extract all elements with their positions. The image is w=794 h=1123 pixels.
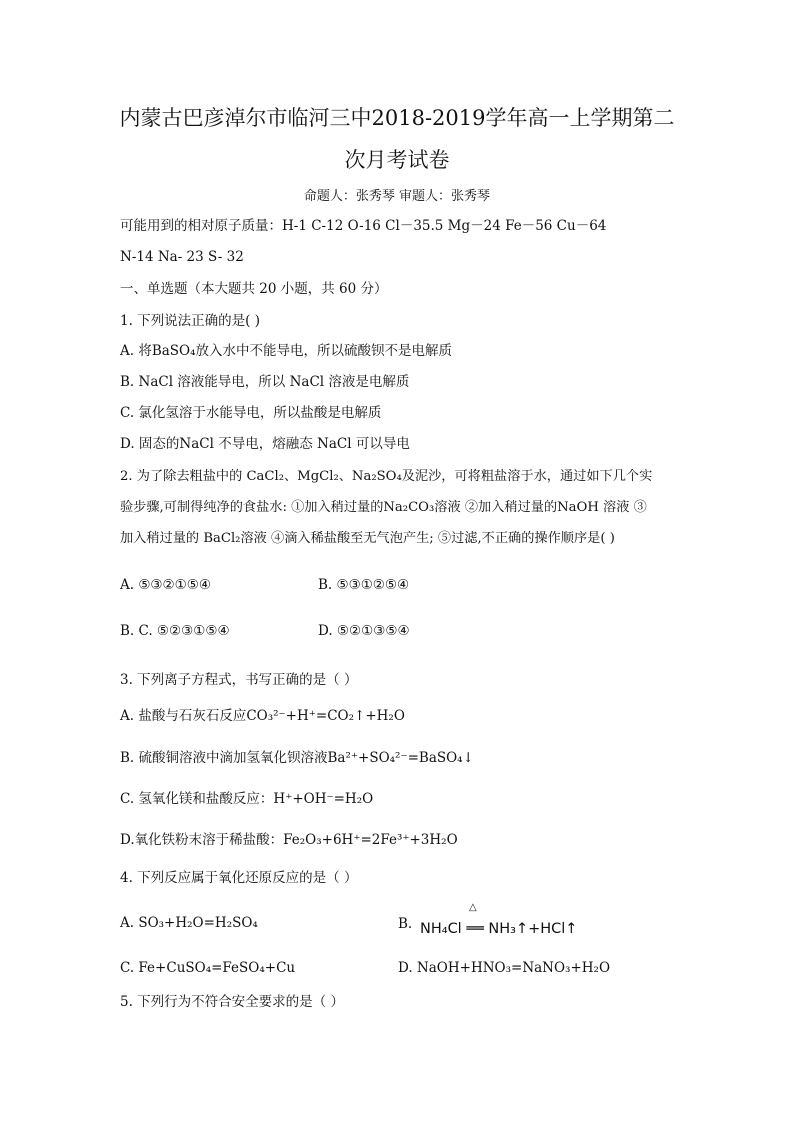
q4-option-b-equation: NH₄Cl ══ NH₃↑+HCl↑ [420,921,578,937]
q4-option-d: D. NaOH+HNO₃=NaNO₃+H₂O [398,960,611,976]
page-title-line1: 内蒙古巴彦淖尔市临河三中2018-2019学年高一上学期第二 [119,106,675,130]
q1-option-d: D. 固态的NaCl 不导电，熔融态 NaCl 可以导电 [120,436,410,452]
q3-option-d: D.氧化铁粉末溶于稀盐酸：Fe₂O₃+6H⁺=2Fe³⁺+3H₂O [120,832,458,848]
section-heading: 一、单选题（本大题共 20 小题，共 60 分） [120,281,388,297]
q2-option-d: D. ⑤②①③⑤④ [318,623,410,639]
q3-option-c: C. 氢氧化镁和盐酸反应：H⁺+OH⁻=H₂O [120,791,374,807]
atomic-masses-line1: 可能用到的相对原子质量：H-1 C-12 O-16 Cl－35.5 Mg－24 Fe－56 Cu－64 [120,218,607,234]
q4-option-c: C. Fe+CuSO₄=FeSO₄+Cu [120,960,296,976]
q2-stem-line2: 验步骤,可制得纯净的食盐水: ①加入稍过量的Na₂CO₃溶液 ②加入稍过量的NaOH 溶液 ③ [120,500,647,515]
q1-stem: 1. 下列说法正确的是( ) [120,313,260,329]
authors-line: 命题人：张秀琴 审题人：张秀琴 [303,189,491,204]
heat-condition-symbol: △ [469,902,477,913]
q3-option-a: A. 盐酸与石灰石反应CO₃²⁻+H⁺=CO₂↑+H₂O [120,708,405,724]
q4-option-a: A. SO₃+H₂O=H₂SO₄ [120,915,258,931]
q2-option-a: A. ⑤③②①⑤④ [120,577,211,593]
q3-option-b: B. 硫酸铜溶液中滴加氢氧化钡溶液Ba²⁺+SO₄²⁻=BaSO₄↓ [120,750,474,766]
q5-stem: 5. 下列行为不符合安全要求的是（ ） [120,994,344,1010]
q1-option-c: C. 氯化氢溶于水能导电，所以盐酸是电解质 [120,405,382,421]
q2-option-c: B. C. ⑤②③①⑤④ [120,623,230,639]
atomic-masses-line2: N-14 Na- 23 S- 32 [120,249,244,265]
page-title-line2: 次月考试卷 [344,148,450,172]
q3-stem: 3. 下列离子方程式，书写正确的是（ ） [120,672,358,688]
q2-option-b: B. ⑤③①②⑤④ [318,577,410,593]
q4-stem: 4. 下列反应属于氧化还原反应的是（ ） [120,870,358,886]
q1-option-a: A. 将BaSO₄放入水中不能导电，所以硫酸钡不是电解质 [120,343,453,359]
q1-option-b: B. NaCl 溶液能导电，所以 NaCl 溶液是电解质 [120,374,410,390]
q2-stem-line1: 2. 为了除去粗盐中的 CaCl₂、MgCl₂、Na₂SO₄及泥沙，可将粗盐溶于水，通过如下几个实 [120,469,653,484]
q2-stem-line3: 加入稍过量的 BaCl₂溶液 ④滴入稀盐酸至无气泡产生; ⑤过滤,不正确的操作顺序是( ) [120,531,615,546]
q4-option-b-label: B. [398,916,413,932]
